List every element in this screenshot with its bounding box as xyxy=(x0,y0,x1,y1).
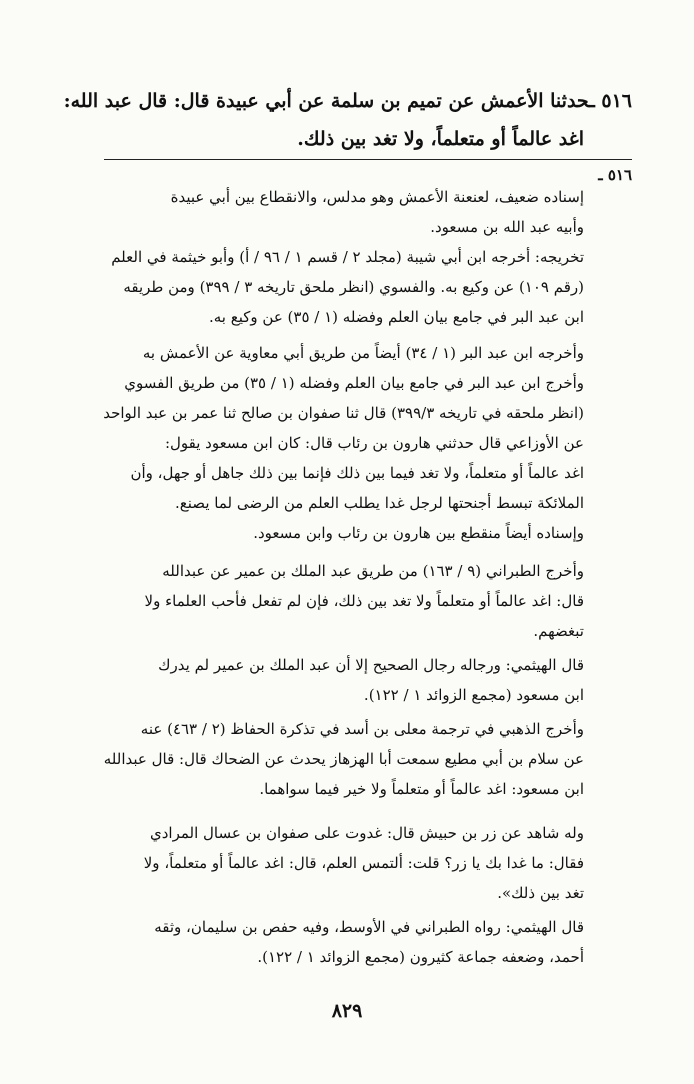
footnote-line: عن الأوزاعي قال حدثني هارون بن رئاب قال: كان ابن مسعود يقول: xyxy=(164,434,584,452)
footnote-line: (انظر ملحقه في تاريخه ٣٩٩/٣) قال ثنا صفوان بن صالح ثنا عمر بن عبد الواحد xyxy=(103,404,584,422)
footnote-line: فقال: ما غدا بك يا زر؟ قلت: ألتمس العلم، قال: اغد عالماً أو متعلماً، ولا xyxy=(143,854,584,872)
footnote-line: قال الهيثمي: ورجاله رجال الصحيح إلا أن عبد الملك بن عمير لم يدرك xyxy=(158,656,584,674)
footnote-line: وأخرج الذهبي في ترجمة معلى بن أسد في تذكرة الحفاظ (٢ / ٤٦٣) عنه xyxy=(140,720,584,738)
footnote-line: أحمد، وضعفه جماعة كثيرون (مجمع الزوائد ١ / ١٢٢). xyxy=(257,948,584,966)
hadith-line xyxy=(0,86,632,116)
footnote-line: الملائكة تبسط أجنحتها لرجل غدا يطلب العلم من الرضى لما يصنع. xyxy=(175,494,584,512)
hadith-number: ٥١٦ ـ xyxy=(589,90,632,112)
footnote-line: إسناده ضعيف، لعنعنة الأعمش وهو مدلس، والانقطاع بين أبي عبيدة xyxy=(170,188,584,206)
hadith-text: حدثنا الأعمش عن تميم بن سلمة عن أبي عبيدة قال: قال عبد الله: xyxy=(63,90,590,112)
footnote-line: وأبيه عبد الله بن مسعود. xyxy=(430,218,584,236)
footnote-divider xyxy=(104,159,632,160)
footnote-number: ٥١٦ ـ xyxy=(598,166,632,184)
footnote-line: وأخرج الطبراني (٩ / ١٦٣) من طريق عبد الملك بن عمير عن عبدالله xyxy=(162,562,584,580)
hadith-line: اغد عالماً أو متعلماً، ولا تغد بين ذلك. xyxy=(297,128,584,150)
footnote-line: عن سلام بن أبي مطيع سمعت أبا الهزهاز يحدث عن الضحاك قال: قال عبدالله xyxy=(103,750,584,768)
footnote-line: (رقم ١٠٩) عن وكيع به. والفسوي (انظر ملحق تاريخه ٣ / ٣٩٩) ومن طريقه xyxy=(123,278,584,296)
footnote-line: قال الهيثمي: رواه الطبراني في الأوسط، وفيه حفص بن سليمان، وثقه xyxy=(154,918,584,936)
footnote-line: وإسناده أيضاً منقطع بين هارون بن رئاب وابن مسعود. xyxy=(253,524,584,542)
footnote-line: ابن عبد البر في جامع بيان العلم وفضله (١ / ٣٥) عن وكيع به. xyxy=(208,308,584,326)
footnote-line: قال: اغد عالماً أو متعلماً ولا تغد بين ذلك، فإن لم تفعل فأحب العلماء ولا xyxy=(144,592,584,610)
footnote-line: وأخرجه ابن عبد البر (١ / ٣٤) أيضاً من طريق أبي معاوية عن الأعمش به xyxy=(142,344,584,362)
page-number: ٨٢٩ xyxy=(331,1000,363,1022)
footnote-line: ابن مسعود: اغد عالماً أو متعلماً ولا خير فيما سواهما. xyxy=(259,780,584,798)
footnote-line: وله شاهد عن زر بن حبيش قال: غدوت على صفوان بن عسال المرادي xyxy=(149,824,584,842)
footnote-line: تخريجه: أخرجه ابن أبي شيبة (مجلد ٢ / قسم ١ / ٩٦ / أ) وأبو خيثمة في العلم xyxy=(111,248,584,266)
footnote-line: وأخرج ابن عبد البر في جامع بيان العلم وفضله (١ / ٣٥) من طريق الفسوي xyxy=(124,374,584,392)
footnote-line: تغد بين ذلك». xyxy=(497,884,584,902)
footnote-line: اغد عالماً أو متعلماً، ولا تغد فيما بين ذلك فإنما بين ذلك جاهل أو جهل، وأن xyxy=(130,464,584,482)
footnote-line: تبغضهم. xyxy=(533,622,584,640)
footnote-line: ابن مسعود (مجمع الزوائد ١ / ١٢٢). xyxy=(363,686,584,704)
